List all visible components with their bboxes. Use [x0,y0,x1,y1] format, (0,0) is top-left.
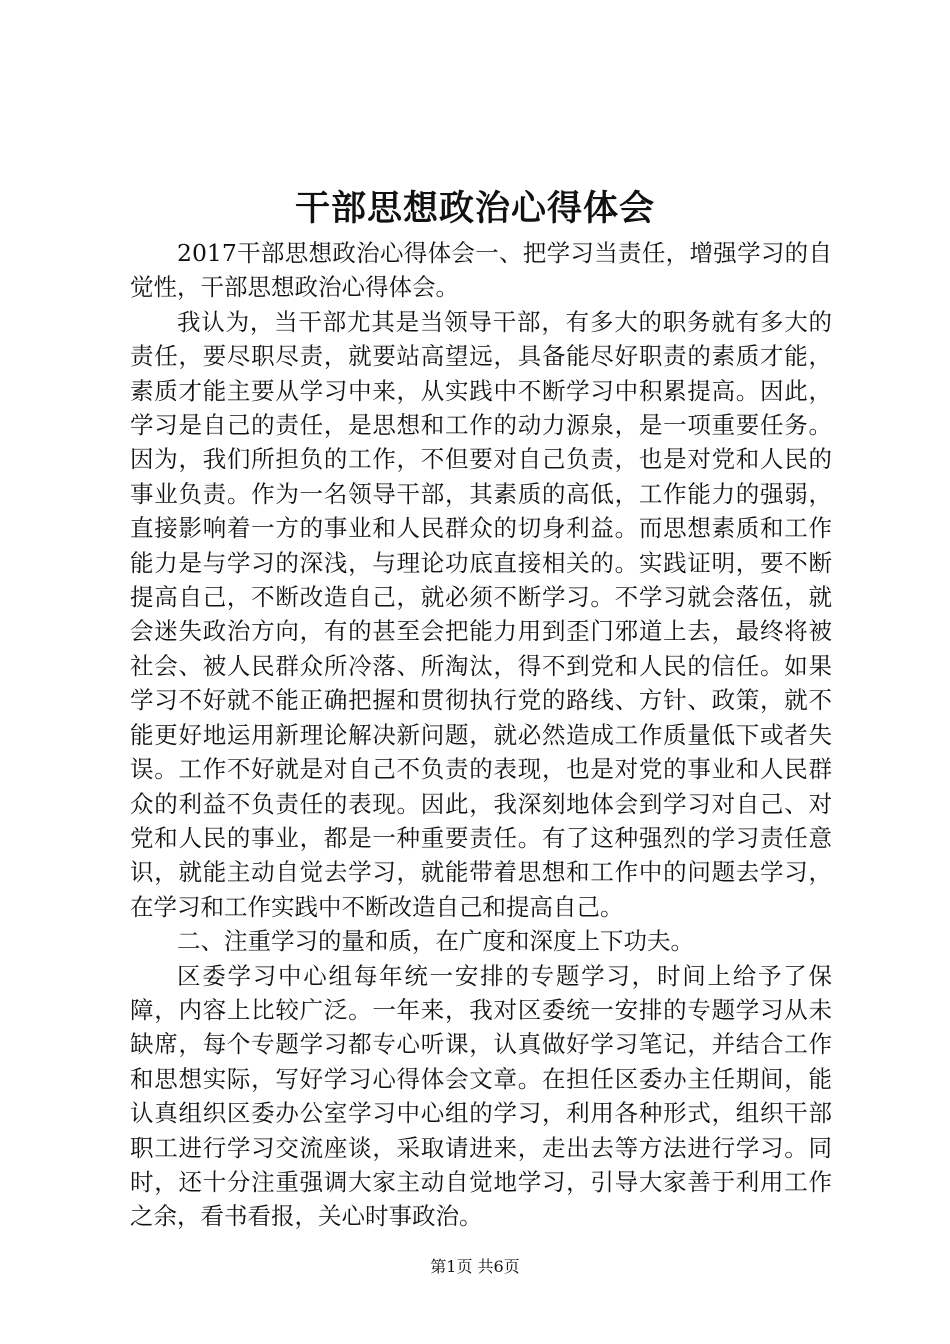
page-number-footer: 第1页 共6页 [430,1257,520,1276]
paragraph-responsibility: 我认为，当干部尤其是当领导干部，有多大的职务就有多大的责任，要尽职尽责，就要站高望远，具备能尽好职责的素质才能，素质才能主要从学习中来，从实践中不断学习中积累提高。因此，学习是自己的责任，是思想和工作的动力源泉，是一项重要任务。因为，我们所担负的工作，不但要对自己负责，也是对党和人民的事业负责。作为一名领导干部，其素质的高低，工作能力的强弱，直接影响着一方的事业和人民群众的切身利益。而思想素质和工作能力是与学习的深浅，与理论功底直接相关的。实践证明，要不断提高自己，不断改造自己，就必须不断学习。不学习就会落伍，就会迷失政治方向，有的甚至会把能力用到歪门邪道上去，最终将被社会、被人民群众所冷落、所淘汰，得不到党和人民的信任。如果学习不好就不能正确把握和贯彻执行党的路线、方针、政策，就不能更好地运用新理论解决新问题，就必然造成工作质量低下或者失误。工作不好就是对自己不负责的表现，也是对党的事业和人民群众的利益不负责任的表现。因此，我深刻地体会到学习对自己、对党和人民的事业，都是一种重要责任。有了这种强烈的学习责任意识，就能主动自觉去学习，就能带着思想和工作中的问题去学习，在学习和工作实践中不断改造自己和提高自己。 [130,307,832,921]
paragraph-intro: 2017干部思想政治心得体会一、把学习当责任，增强学习的自觉性，干部思想政治心得体会。 [130,239,832,302]
paragraph-section-two-heading: 二、注重学习的量和质，在广度和深度上下功夫。 [177,927,694,956]
paragraph-study-group: 区委学习中心组每年统一安排的专题学习，时间上给予了保障，内容上比较广泛。一年来，我对区委统一安排的专题学习从未缺席，每个专题学习都专心听课，认真做好学习笔记，并结合工作和思想实际，写好学习心得体会文章。在担任区委办主任期间，能认真组织区委办公室学习中心组的学习，利用各种形式，组织干部职工进行学习交流座谈，采取请进来，走出去等方法进行学习。同时，还十分注重强调大家主动自觉地学习，引导大家善于利用工作之余，看书看报，关心时事政治。 [130,961,832,1231]
document-body [130,236,832,1234]
document-title: 干部思想政治心得体会 [294,188,655,229]
